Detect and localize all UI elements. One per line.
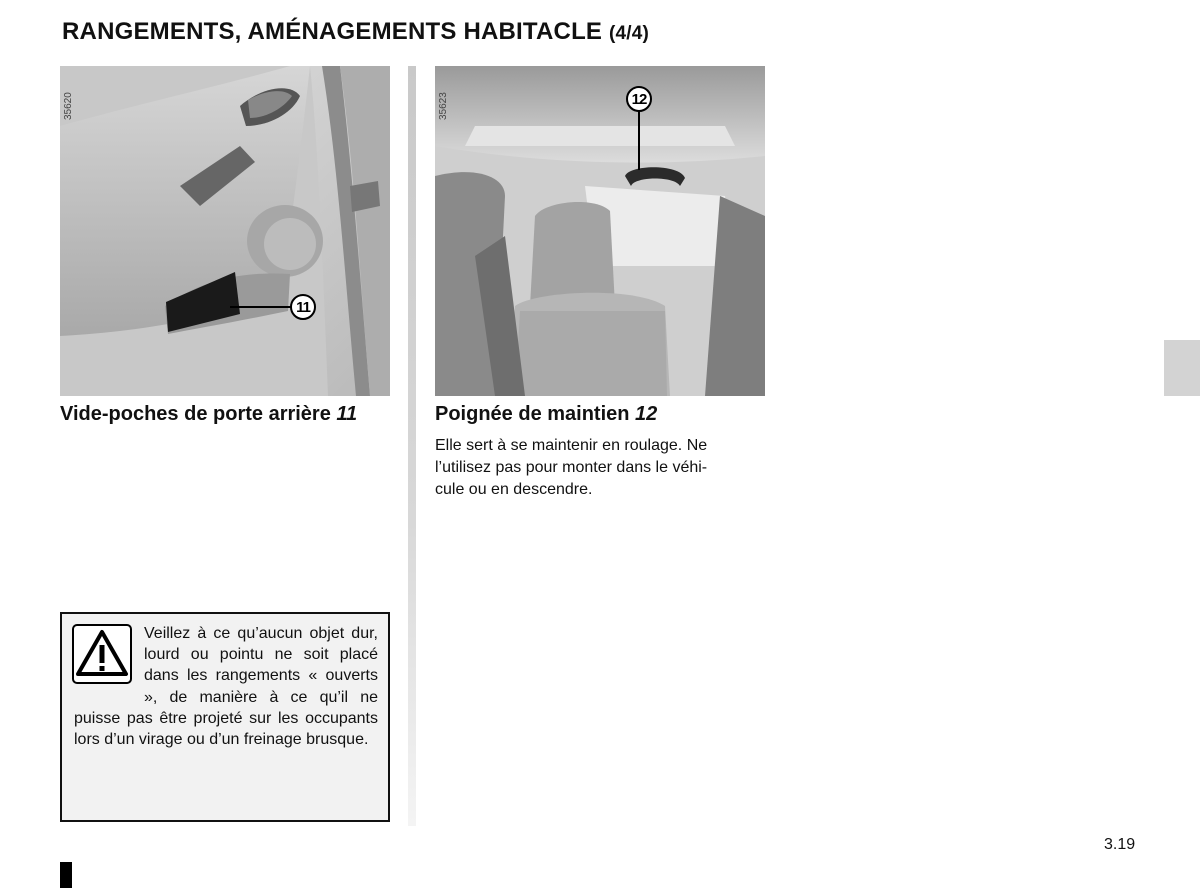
warning-triangle-icon [72, 624, 132, 684]
description-line: l’utilisez pas pour monter dans le véhi- [435, 459, 708, 476]
grab-handle-caption-text: Poignée de maintien [435, 403, 630, 425]
warning-text: Veillez à ce qu’aucun objet dur, lourd ou pointu ne soit placé dans les rangements « ouverts », de manière à ce qu’il ne puisse pas être projeté sur les occupants lors d’un virage ou d’un freinage brusque. [74, 625, 378, 749]
corner-mark [60, 862, 72, 888]
door-pocket-caption-text: Vide-poches de porte arrière [60, 403, 331, 425]
grab-handle-illustration [435, 66, 765, 396]
warning-box [60, 612, 390, 822]
image-reference-number: 35623 [438, 92, 449, 120]
door-pocket-caption [60, 402, 390, 427]
chapter-thumb-tab [1164, 340, 1200, 396]
grab-handle-caption-number: 12 [635, 403, 658, 425]
door-pocket-caption-number: 11 [336, 403, 358, 425]
callout-12: 12 [626, 86, 652, 112]
door-pocket-photo [60, 66, 390, 396]
description-line: cule ou en descendre. [435, 481, 593, 498]
grab-handle-description [435, 435, 775, 501]
callout-11: 11 [290, 294, 316, 320]
column-divider [408, 66, 416, 826]
page-title [62, 18, 649, 46]
door-pocket-illustration [60, 66, 390, 396]
page-title-text: RANGEMENTS, AMÉNAGEMENTS HABITACLE [62, 18, 603, 45]
image-reference-number: 35620 [63, 92, 74, 120]
page-number: 3.19 [1104, 836, 1136, 853]
grab-handle-caption [435, 402, 765, 427]
grab-handle-photo [435, 66, 765, 396]
page-title-suffix: (4/4) [609, 23, 650, 44]
description-line: Elle sert à se maintenir en roulage. Ne [435, 437, 708, 454]
